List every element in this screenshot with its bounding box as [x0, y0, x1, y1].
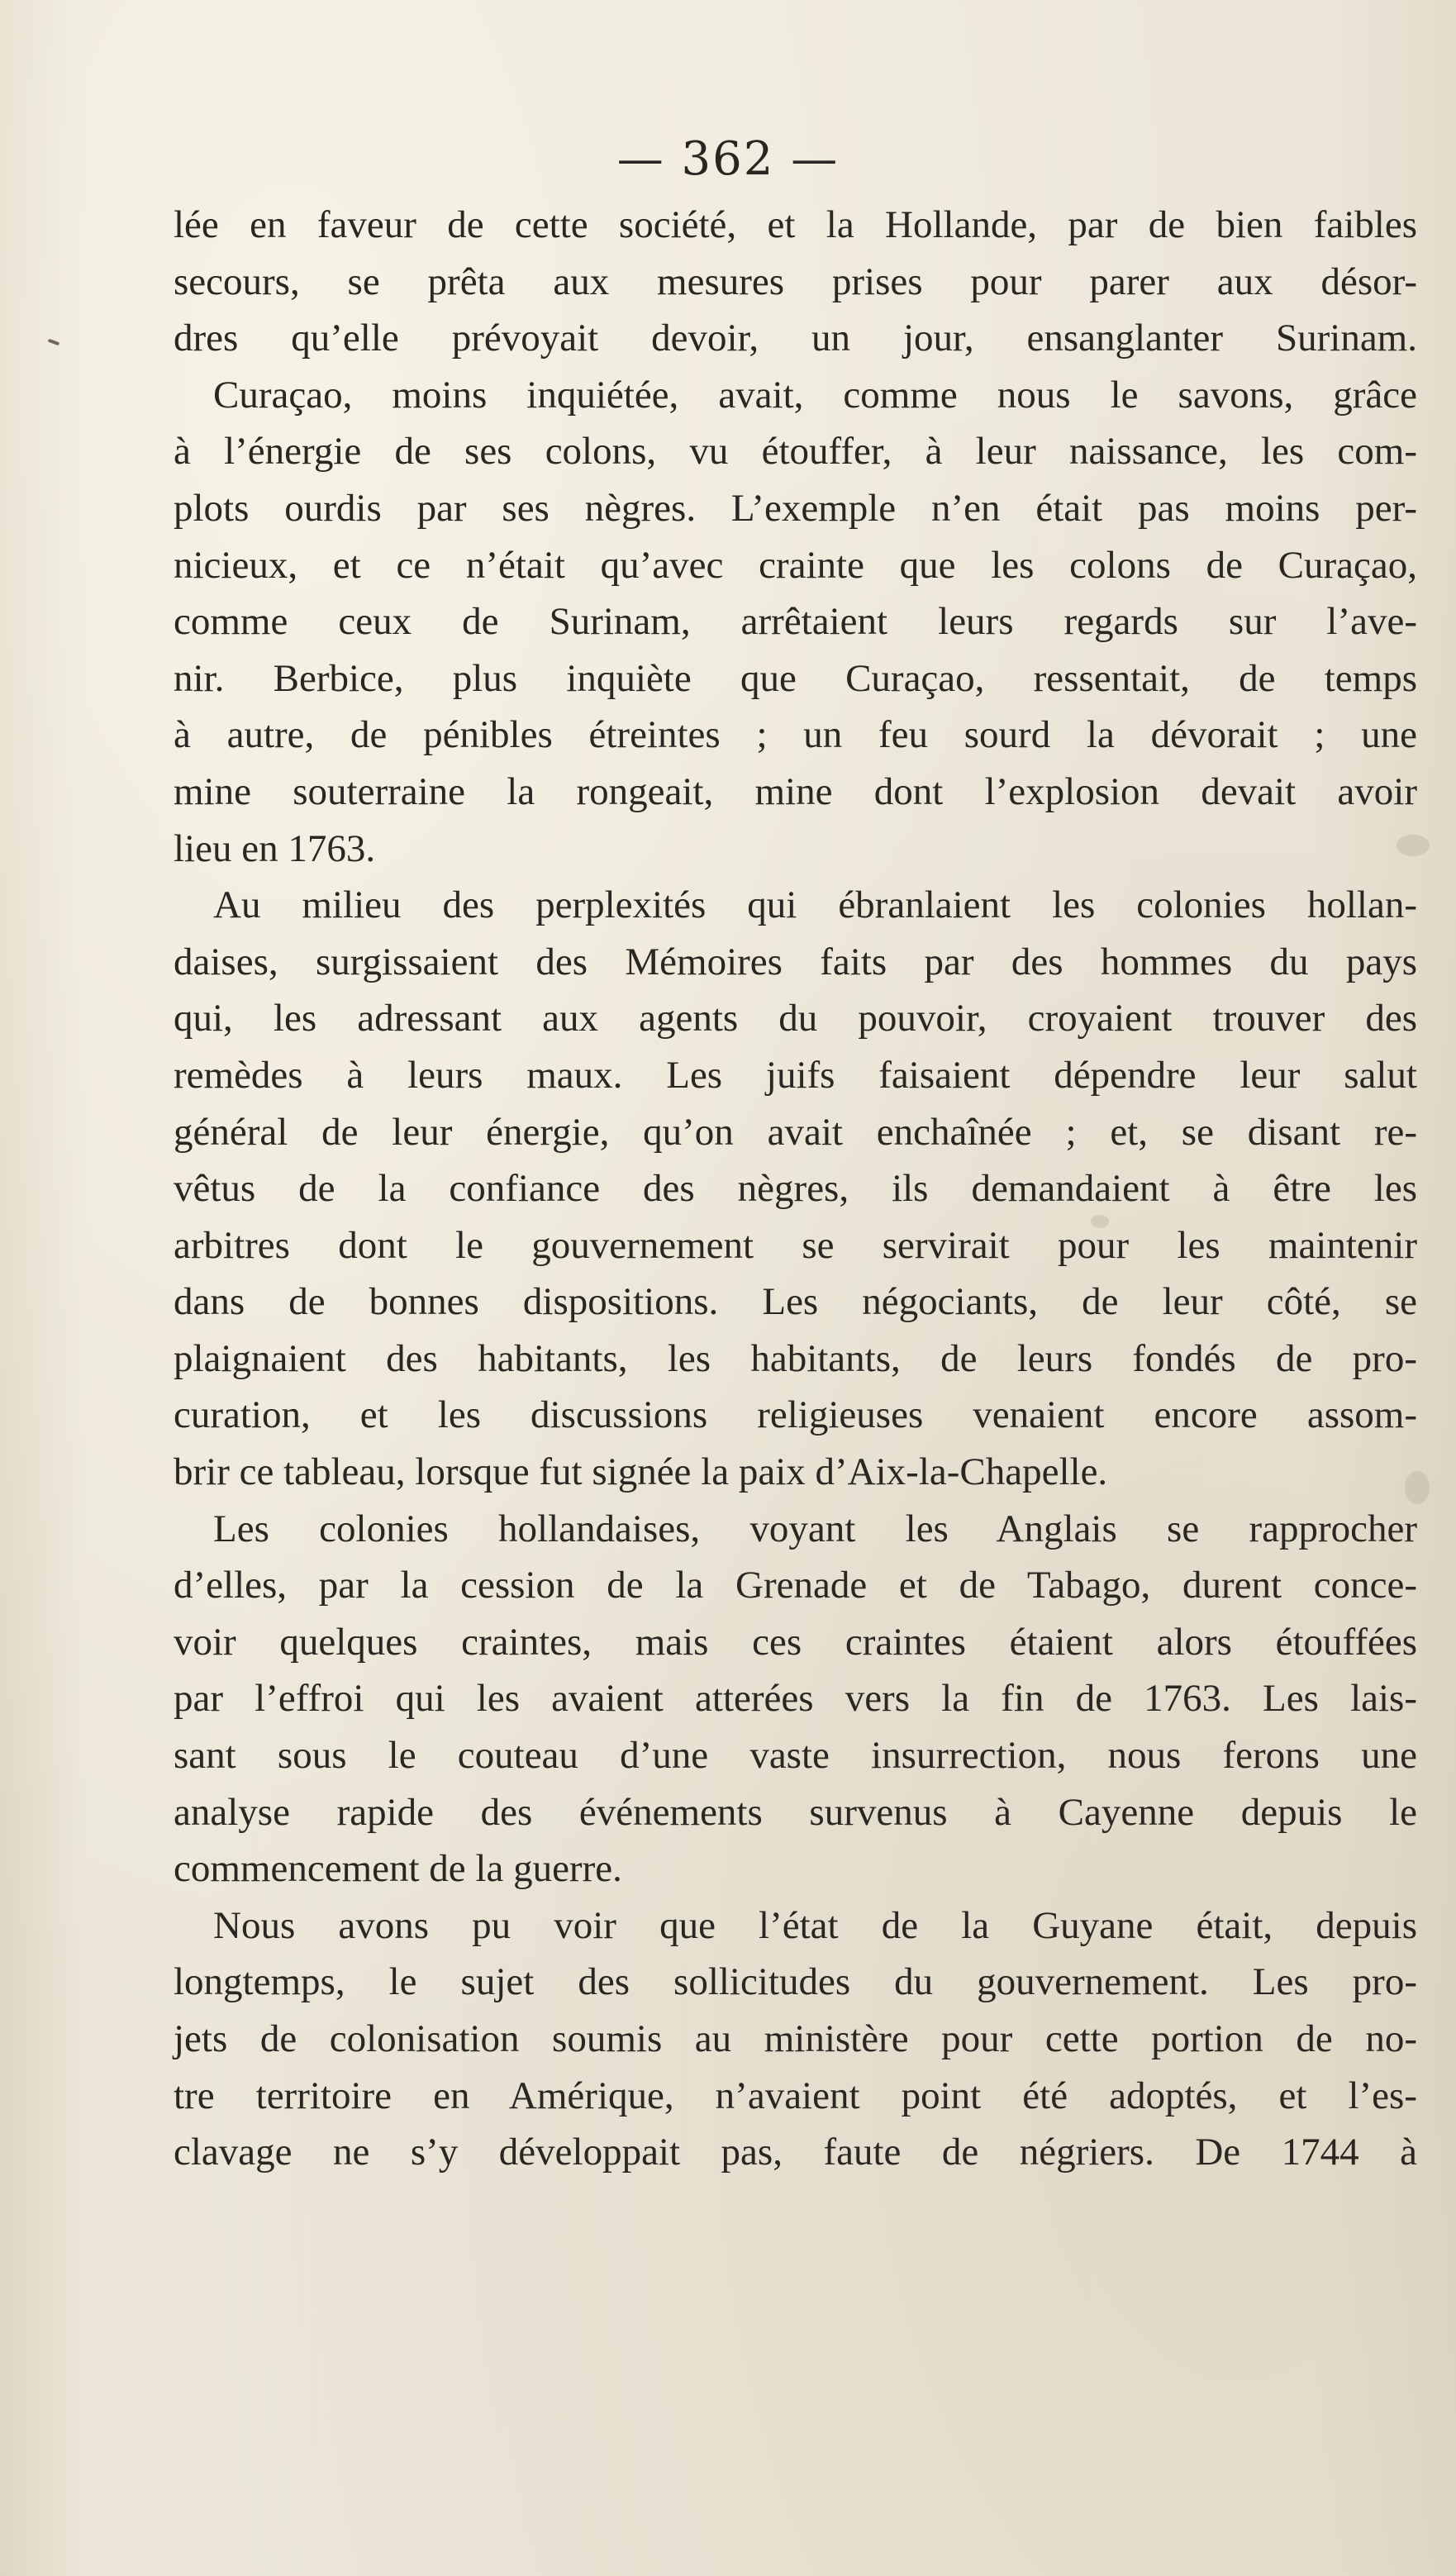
text-line: remèdes à leurs maux. Les juifs faisaient dépendre leur salut: [174, 1053, 1417, 1097]
text-line: à autre, de pénibles étreintes ; un feu sourd la dévorait ; une: [174, 713, 1417, 757]
text-line: Au milieu des perplexités qui ébranlaient les colonies hollan-: [213, 883, 1417, 927]
text-line: curation, et les discussions religieuses venaient encore assom-: [174, 1393, 1417, 1437]
text-line: tre territoire en Amérique, n’avaient point été adoptés, et l’es-: [174, 2074, 1417, 2117]
text-line: jets de colonisation soumis au ministère pour cette portion de no-: [174, 2017, 1417, 2060]
text-line: Curaçao, moins inquiétée, avait, comme nous le savons, grâce: [213, 373, 1417, 417]
text-line: Nous avons pu voir que l’état de la Guyane était, depuis: [213, 1903, 1417, 1947]
page-number: — 362 —: [616, 132, 840, 186]
text-line: secours, se prêta aux mesures prises pour parer aux désor-: [174, 260, 1417, 303]
margin-mark: [48, 339, 60, 346]
text-line: lée en faveur de cette société, et la Hollande, par de bien faibles: [174, 203, 1417, 246]
text-line: Les colonies hollandaises, voyant les Anglais se rapprocher: [213, 1507, 1417, 1550]
text-line: voir quelques craintes, mais ces craintes étaient alors étouffées: [174, 1620, 1417, 1664]
text-line: sant sous le couteau d’une vaste insurrection, nous ferons une: [174, 1734, 1417, 1778]
text-line: plaignaient des habitants, les habitants, de leurs fondés de pro-: [174, 1336, 1417, 1380]
text-line: qui, les adressant aux agents du pouvoir, croyaient trouver des: [174, 997, 1417, 1040]
text-line: clavage ne s’y développait pas, faute de négriers. De 1744 à: [174, 2131, 1417, 2174]
text-line: comme ceux de Surinam, arrêtaient leurs regards sur l’ave-: [174, 600, 1417, 644]
body-text: [174, 197, 1417, 2181]
text-line: mine souterraine la rongeait, mine dont l’explosion devait avoir: [174, 769, 1417, 813]
text-line: dres qu’elle prévoyait devoir, un jour, ensanglanter Surinam.: [174, 317, 1417, 360]
text-line: d’elles, par la cession de la Grenade et de Tabago, durent conce-: [174, 1564, 1417, 1607]
text-line: daises, surgissaient des Mémoires faits par des hommes du pays: [174, 940, 1417, 983]
text-line: par l’effroi qui les avaient atterées vers la fin de 1763. Les lais-: [174, 1677, 1417, 1721]
text-line: à l’énergie de ses colons, vu étouffer, à leur naissance, les com-: [174, 430, 1417, 474]
text-line: nir. Berbice, plus inquiète que Curaçao, ressentait, de temps: [174, 656, 1417, 700]
text-line: arbitres dont le gouvernement se servirait pour les maintenir: [174, 1223, 1417, 1267]
text-line: commencement de la guerre.: [174, 1847, 622, 1891]
text-line: lieu en 1763.: [174, 826, 376, 870]
text-line: vêtus de la confiance des nègres, ils demandaient à être les: [174, 1167, 1417, 1211]
text-line: général de leur énergie, qu’on avait enchaînée ; et, se disant re-: [174, 1110, 1417, 1154]
text-line: dans de bonnes dispositions. Les négociants, de leur côté, se: [174, 1280, 1417, 1324]
text-line: longtemps, le sujet des sollicitudes du gouvernement. Les pro-: [174, 1960, 1417, 2004]
text-line: plots ourdis par ses nègres. L’exemple n’en était pas moins per-: [174, 486, 1417, 530]
text-line: nicieux, et ce n’était qu’avec crainte que les colons de Curaçao,: [174, 543, 1417, 587]
text-line: analyse rapide des événements survenus à Cayenne depuis le: [174, 1790, 1417, 1834]
text-line: brir ce tableau, lorsque fut signée la paix d’Aix-la-Chapelle.: [174, 1450, 1108, 1494]
